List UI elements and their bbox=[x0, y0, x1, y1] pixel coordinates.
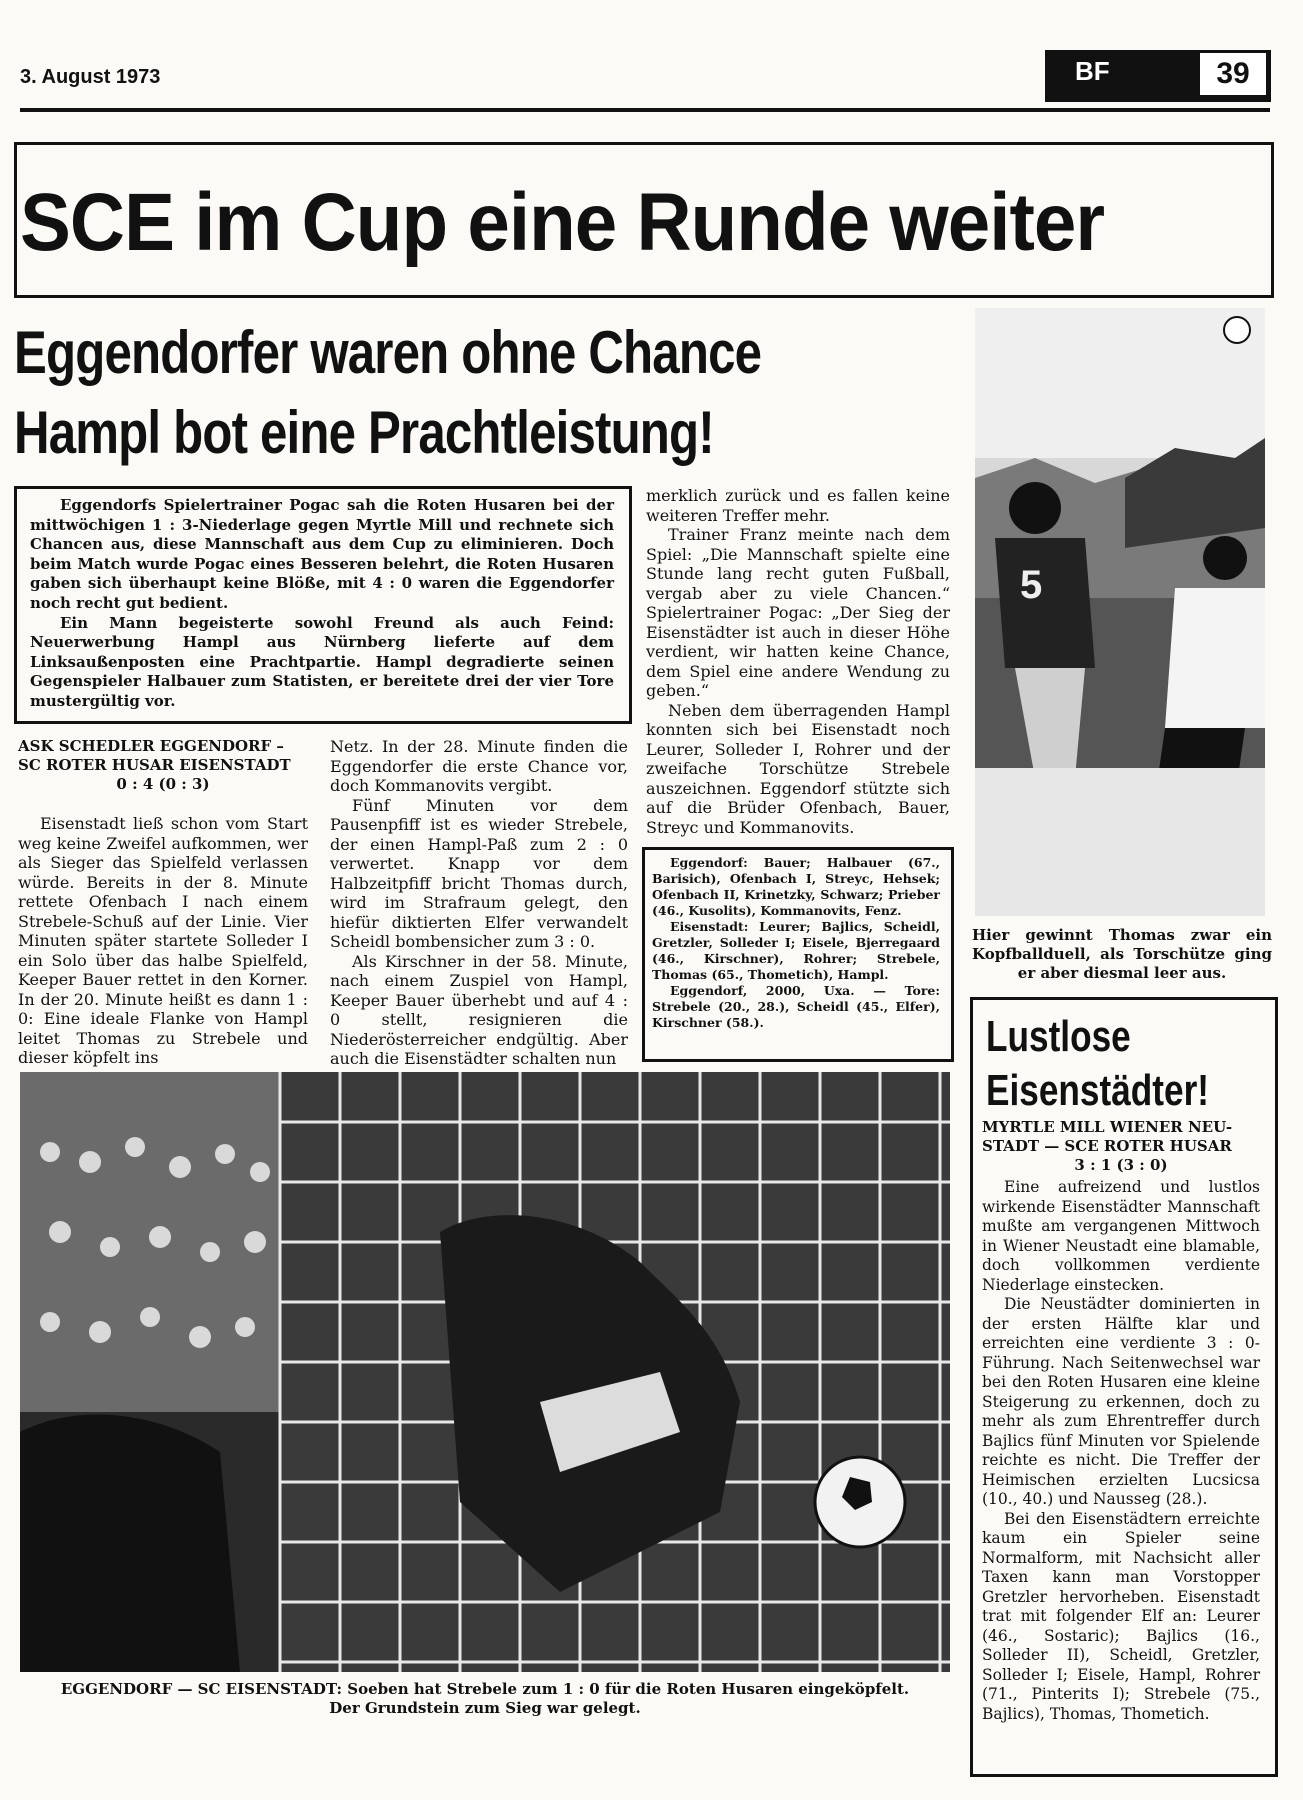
sidebar-paragraph: Bei den Eisenstädtern erreichte kaum ein Spieler seine Normalform, mit Nachsicht aller Taxen kann man Vorstopper Gretzler hervorheben. Eisenstadt trat mit folgender Elf an: Leurer (46., Sostaric); Bajlics (16., Solleder II), Scheidl, Gretzler, Solleder I; Eisele, Hampl, Rohrer (71., Pinterits I); Strebele (75., Bajlics), Thomas, Thometich. bbox=[982, 1509, 1260, 1723]
report-column-2 bbox=[330, 737, 628, 1069]
header-duel-photo bbox=[975, 308, 1265, 916]
report-column-1 bbox=[18, 814, 308, 1068]
report-paragraph: Eisenstadt ließ schon vom Start weg keine Zweifel aufkommen, wer als Sieger das Spielfeld verlassen würde. Bereits in der 8. Minute rettete Ofenbach I nach einem Strebele-Schuß auf der Linie. Vier Minuten später startete Solleder I ein Solo über das halbe Spielfeld, Keeper Bauer rettet in den Korner. In der 20. Minute heißt es dann 1 : 0: Eine ideale Flanke von Hampl leitet Thomas zu Strebele und dieser köpfelt ins bbox=[18, 814, 308, 1067]
sidebar-paragraph: Eine aufreizend und lustlos wirkende Eisenstädter Mannschaft mußte am vergangenen Mittwoch in Wiener Neustadt eine blamable, doch vollkommen verdiente Niederlage einstecken. bbox=[982, 1178, 1260, 1294]
match-header bbox=[18, 737, 308, 794]
report-paragraph: Neben dem überragenden Hampl konnten sich bei Eisenstadt noch Leurer, Solleder I, Rohrer und der zweifache Torschütze Strebele auszeichnen. Eggendorf stützte sich auf die Brüder Ofenbach, Bauer, Streyc und Kommanovits. bbox=[646, 700, 950, 837]
headline: SCE im Cup eine Runde weiter bbox=[20, 177, 1105, 268]
sidebar-match-score: 3 : 1 (3 : 0) bbox=[1074, 1156, 1168, 1174]
svg-text:5: 5 bbox=[1020, 563, 1043, 607]
goal-photo bbox=[20, 1072, 950, 1672]
subheadline-line2: Hampl bot eine Prachtleistung! bbox=[14, 399, 714, 466]
sidebar-title bbox=[986, 1010, 1209, 1118]
lineup-paragraph: Eisenstadt: Leurer; Bajlics, Scheidl, Gretzler, Solleder I; Eisele, Bjerregaard (46., Kirschner), Rohrer; Strebele, Thomas (65., Thometich), Hampl. bbox=[652, 919, 940, 982]
report-paragraph: merklich zurück und es fallen keine weiteren Treffer mehr. bbox=[646, 486, 950, 525]
lineup-paragraph: Eggendorf, 2000, Uxa. — Tore: Strebele (20., 28.), Scheidl (45., Elfer), Kirschner (58.). bbox=[652, 983, 940, 1030]
header-duel-photo-art bbox=[975, 308, 1265, 916]
match-header-line1: ASK SCHEDLER EGGENDORF – bbox=[18, 737, 284, 755]
match-score: 0 : 4 (0 : 3) bbox=[116, 775, 210, 793]
photo-bottom-caption-line1: EGGENDORF — SC EISENSTADT: Soeben hat Strebele zum 1 : 0 für die Roten Husaren eingeköpfelt. bbox=[60, 1680, 910, 1698]
sidebar-match-line1: MYRTLE MILL WIENER NEU- bbox=[982, 1118, 1233, 1136]
photo-right-caption: Hier gewinnt Thomas zwar ein Kopfballduell, als Torschütze ging er aber diesmal leer aus. bbox=[972, 926, 1272, 982]
section-label: BF bbox=[1075, 56, 1110, 86]
masthead-rule bbox=[20, 108, 1270, 112]
sidebar-title-line2: Eisenstädter! bbox=[986, 1066, 1210, 1115]
report-paragraph: Trainer Franz meinte nach dem Spiel: „Die Mannschaft spielte eine Stunde lang recht guten Fußball, vergab aber zu viele Chancen.“ Spielertrainer Pogac: „Der Sieg der Eisenstädter ist auch in dieser Höhe verdient, wir hatten keine Chance, dem Spiel eine andere Wendung zu geben.“ bbox=[646, 525, 950, 700]
page-number: 39 bbox=[1197, 53, 1266, 95]
report-paragraph: Netz. In der 28. Minute finden die Eggendorfer die erste Chance vor, doch Kommanovits vergibt. bbox=[330, 737, 628, 795]
photo-bottom-caption-line2: Der Grundstein zum Sieg war gelegt. bbox=[329, 1699, 641, 1717]
report-paragraph: Fünf Minuten vor dem Pausenpfiff ist es wieder Strebele, der einen Hampl-Paß zum 2 : 0 verwertet. Knapp vor dem Halbzeitpfiff bricht Thomas durch, wird im Strafraum gelegt, den hiefür diktierten Elfer verwandelt Scheidl bombensicher zum 3 : 0. bbox=[330, 795, 628, 951]
sidebar-body bbox=[982, 1178, 1260, 1724]
report-column-3 bbox=[646, 486, 950, 837]
match-header-line2: SC ROTER HUSAR EISENSTADT bbox=[18, 756, 291, 774]
goal-photo-art bbox=[20, 1072, 950, 1672]
lineup-paragraph: Eggendorf: Bauer; Halbauer (67., Barisich), Ofenbach I, Streyc, Hehsek; Ofenbach II, Krinetzky, Schwarz; Prieber (46., Kusolits), Kommanovits, Fenz. bbox=[652, 855, 940, 918]
intro-paragraph: Eggendorfs Spielertrainer Pogac sah die Roten Husaren bei der mittwöchigen 1 : 3-Niederlage gegen Myrtle Mill und rechnete sich Chancen aus, diese Mannschaft aus dem Cup zu eliminieren. Doch beim Match wurde Pogac eines Besseren belehrt, die Roten Husaren gaben sich überhaupt keine Blöße, mit 4 : 0 waren die Eggendorfer noch recht gut bedient. bbox=[30, 496, 614, 612]
sidebar-paragraph: Die Neustädter dominierten in der ersten Hälfte klar und erreichten eine verdiente 3 : 0-Führung. Nach Seitenwechsel war bei den Roten Husaren eine kleine Steigerung zu erkennen, doch zu mehr als zum Ehrentreffer durch Bajlics fünf Minuten vor Spielende reichte es nicht. Die Treffer der Heimischen erzielten Lucsicsa (10., 40.) und Nausseg (28.). bbox=[982, 1295, 1260, 1508]
intro-paragraph: Ein Mann begeisterte sowohl Freund als auch Feind: Neuerwerbung Hampl aus Nürnberg lieferte auf dem Linksaußenposten eine Prachtpartie. Hampl degradierte seinen Gegenspieler Halbauer zum Statisten, er bereitete drei der vier Tore mustergültig vor. bbox=[30, 613, 614, 710]
subheadline-line1: Eggendorfer waren ohne Chance bbox=[14, 319, 762, 386]
report-paragraph: Als Kirschner in der 58. Minute, nach einem Zuspiel von Hampl, Keeper Bauer überhebt und auf 4 : 0 stellt, resignieren die Niederösterreicher endgültig. Aber auch die Eisenstädter schalten nun bbox=[330, 951, 628, 1068]
sidebar-match-line2: STADT — SCE ROTER HUSAR bbox=[982, 1137, 1232, 1155]
lineup-text bbox=[652, 855, 940, 1031]
sidebar-title-line1: Lustlose bbox=[986, 1012, 1131, 1061]
issue-date: 3. August 1973 bbox=[20, 66, 161, 88]
intro-text bbox=[30, 496, 614, 712]
